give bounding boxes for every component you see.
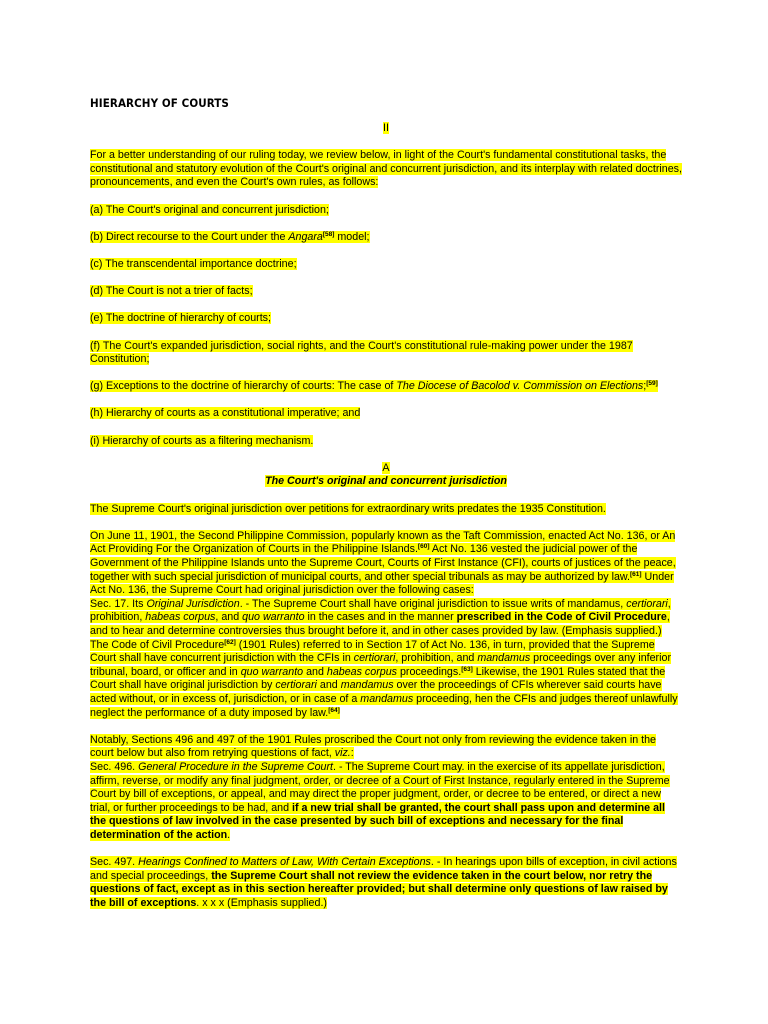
quote-sec-497: Sec. 497. Hearings Confined to Matters of Law, With Certain Exceptions. - In hearings upon bills of exception, in civil actions and special proceedings, the Supreme Court shall not review the evidence taken in the court below, nor retry the questions of fact, except as in this section hereafter provided; but shall determine only questions of law raised by the bill of exceptions. x x x (Emphasis supplied.) <box>90 856 677 909</box>
footnote-ref[interactable]: [60] <box>417 543 430 551</box>
list-item-g: (g) Exceptions to the doctrine of hierarchy of courts: The case of The Diocese of Bacolod v. Commission on Elections;[59] <box>90 380 658 393</box>
document-body <box>90 122 682 924</box>
footnote-ref[interactable]: [58] <box>322 230 335 238</box>
list-item-c: (c) The transcendental importance doctrine; <box>90 257 297 270</box>
footnote-ref[interactable]: [64] <box>328 706 340 714</box>
list-item-a: (a) The Court's original and concurrent jurisdiction; <box>90 203 329 216</box>
intro-paragraph: For a better understanding of our ruling today, we review below, in light of the Court's fundamental constitutional tasks, the constitutional and statutory evolution of the Court's original and concurrent jurisdiction, and its interplay with related doctrines, pronouncements, and even the Court's own rules, as follows: <box>90 149 682 189</box>
subsection-letter: A <box>382 461 390 474</box>
paragraph-notably: Notably, Sections 496 and 497 of the 1901 Rules proscribed the Court not only from reviewing the evidence taken in the court below but also from retrying questions of fact, viz.: <box>90 733 656 760</box>
list-item-f: (f) The Court's expanded jurisdiction, social rights, and the Court's constitutional rule-making power under the 1987 Constitution; <box>90 339 633 366</box>
paragraph-original-jurisdiction: The Supreme Court's original jurisdiction over petitions for extraordinary writs predates the 1935 Constitution. <box>90 502 606 515</box>
list-item-h: (h) Hierarchy of courts as a constitutional imperative; and <box>90 407 361 420</box>
list-item-i: (i) Hierarchy of courts as a filtering mechanism. <box>90 434 314 447</box>
footnote-ref[interactable]: [62] <box>224 638 236 646</box>
quote-sec-17: Sec. 17. Its Original Jurisdiction. - The Supreme Court shall have original jurisdiction to issue writs of mandamus, certiorari, prohibition, habeas corpus, and quo warranto in the cases and in the manner prescribed in the Code of Civil Procedure, and to hear and determine controversies thus brought before it, and in other cases provided by law. (Emphasis supplied.) <box>90 597 671 637</box>
footnote-ref[interactable]: [61] <box>630 570 642 578</box>
subsection-heading: The Court's original and concurrent jurisdiction <box>265 475 507 488</box>
document-title: HIERARCHY OF COURTS <box>90 96 229 110</box>
footnote-ref[interactable]: [63] <box>461 665 473 673</box>
paragraph-code-civil-procedure: The Code of Civil Procedure[62] (1901 Rules) referred to in Section 17 of Act No. 136, in turn, provided that the Supreme Court shall have concurrent jurisdiction with the CFIs in certiorari, prohibition, and mandamus proceedings over any inferior tribunal, board, or officer and in quo warranto and habeas corpus proceedings.[63] Likewise, the 1901 Rules stated that the Court shall have original jurisdiction by certiorari and mandamus over the proceedings of CFIs wherever said courts have acted without, or in excess of, jurisdiction, or in case of a mandamus proceeding, hen the CFIs and judges thereof unlawfully neglect the performance of a duty imposed by law.[64] <box>90 638 678 719</box>
list-item-d: (d) The Court is not a trier of facts; <box>90 285 253 298</box>
paragraph-act-136: On June 11, 1901, the Second Philippine Commission, popularly known as the Taft Commission, enacted Act No. 136, or An Act Providing For the Organization of Courts in the Philippine Islands.[60] Act No. 136 vested the judicial power of the Government of the Philippine Islands unto the Supreme Court, Courts of First Instance (CFI), courts of justices of the peace, together with such special jurisdiction of municipal courts, and other special tribunals as may be authorized by law.[61] Under Act No. 136, the Supreme Court had original jurisdiction over the following cases: <box>90 529 676 597</box>
quote-sec-496: Sec. 496. General Procedure in the Supreme Court. - The Supreme Court may. in the exercise of its appellate jurisdiction, affirm, reverse, or modify any final judgment, order, or decree of a Court of First Instance, regularly entered in the Supreme Court by bill of exceptions, or appeal, and may direct the proper judgment, order, or decree to be entered, or direct a new trial, or further proceedings to be had, and if a new trial shall be granted, the court shall pass upon and determine all the questions of law involved in the case presented by such bill of exceptions and necessary for the final determination of the action. <box>90 760 670 841</box>
list-item-e: (e) The doctrine of hierarchy of courts; <box>90 312 271 325</box>
section-numeral: II <box>383 122 389 134</box>
list-item-b: (b) Direct recourse to the Court under the Angara[58] model; <box>90 230 370 243</box>
footnote-ref[interactable]: [59] <box>646 380 658 388</box>
